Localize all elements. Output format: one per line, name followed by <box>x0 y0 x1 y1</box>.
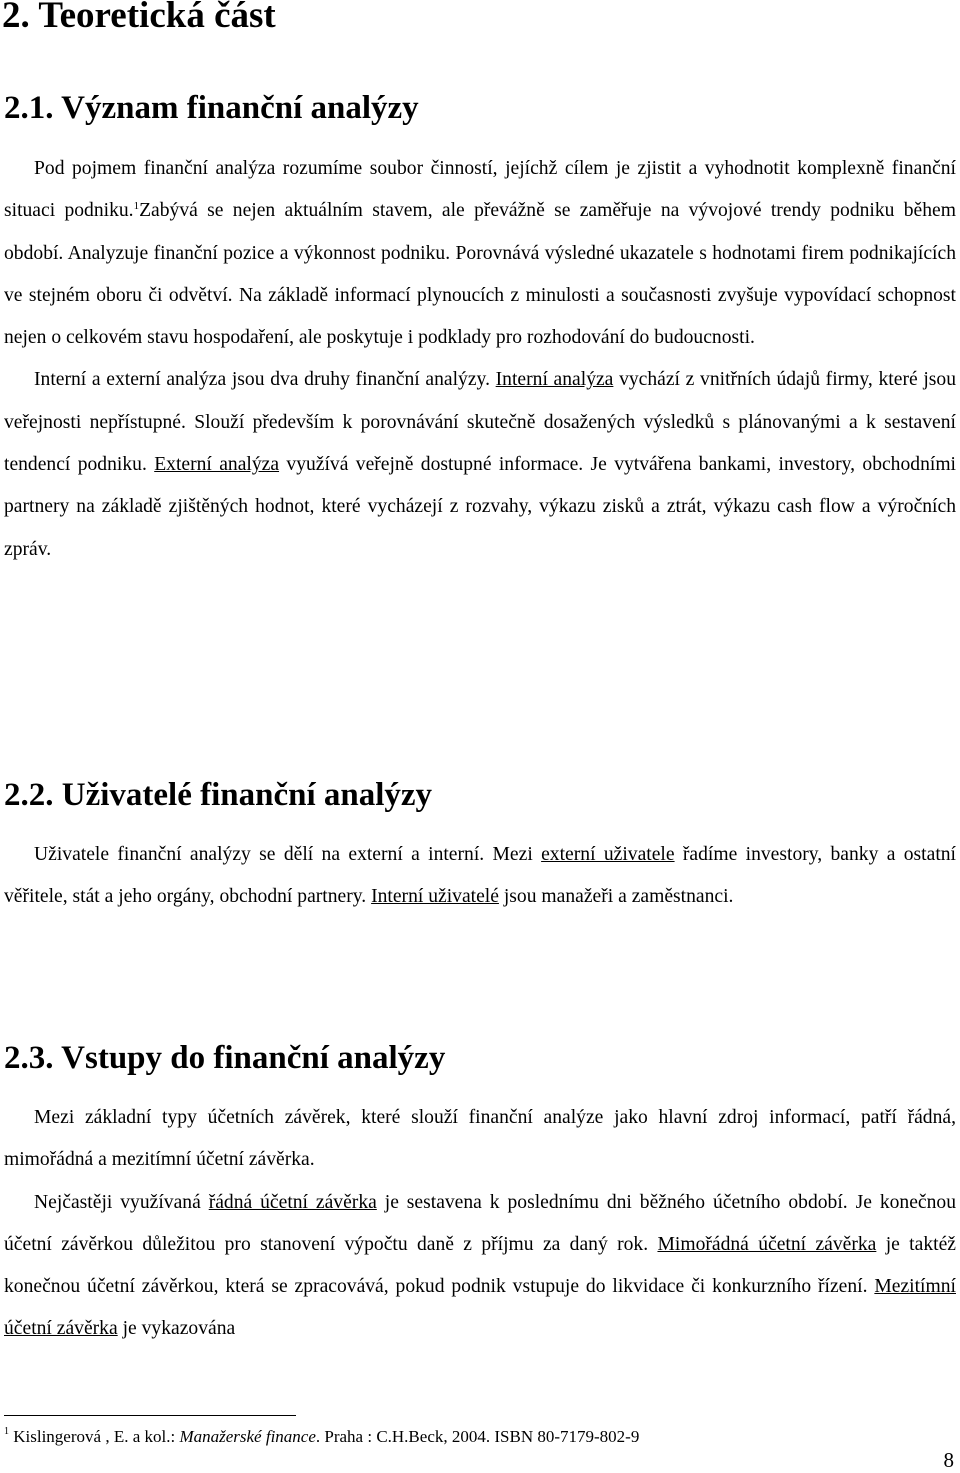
paragraph: Nejčastěji využívaná řádná účetní závěrka je sestavena k poslednímu dni běžného účetního období. Je konečnou účetní závěrkou důležitou pro stanovení výpočtu daně z příjmu za daný rok. Mimořádná účetní závěrka je taktéž konečnou účetní závěrkou, která se zpracovává, pokud podnik vstupuje do likvidace či konkurzního řízení. Mezitímní účetní závěrka je vykazována <box>4 1191 957 1340</box>
section-title-2-2: 2.2. Uživatelé finanční analýzy <box>4 777 433 813</box>
section-2-1-body <box>4 148 956 571</box>
section-2-2-body <box>4 834 956 919</box>
paragraph: Pod pojmem finanční analýza rozumíme soubor činností, jejíchž cílem je zjistit a vyhodnotit komplexně finanční situaci podniku.$^1$Zabývá se nejen aktuálním stavem, ale převážně se zaměřuje na vývojové trendy podniku během období. Analyzuje finanční pozice a výkonnost podniku. Porovnává výsledné ukazatele s hodnotami firem podnikajících ve stejném oboru či odvětví. Na základě informací plynoucích z minulosti a současnosti zvyšuje vypovídací schopnost nejen o celkovém stavu hospodaření, ale poskytuje i podklady pro rozhodování do budoucnosti. <box>4 158 956 349</box>
term-interni-analyza: Interní analýza <box>495 369 614 391</box>
paragraph: Interní a externí analýza jsou dva druhy finanční analýzy. Interní analýza vychází z vnitřních údajů firmy, které jsou veřejnosti nepřístupné. Slouží především k porovnávání skutečně dosažených výsledků s plánovanými a k sestavení tendencí podniku. Externí analýza využívá veřejně dostupné informace. Je vytvářena bankami, investory, obchodními partnery na základě zjištěných hodnot, které vycházejí z rozvahy, výkazu zisků a ztrát, výkazu cash flow a výročních zpráv. <box>4 369 957 560</box>
term-mimoradna-ucetni-zaverka: Mimořádná účetní závěrka <box>657 1233 877 1255</box>
section-2-3-body <box>4 1097 956 1351</box>
footnote-book-title: Manažerské finance <box>179 1427 316 1446</box>
paragraph: Mezi základní typy účetních závěrek, které slouží finanční analýze jako hlavní zdroj informací, patří řádná, mimořádná a mezitímní účetní závěrka. <box>4 1107 956 1171</box>
chapter-title: 2. Teoretická část <box>2 0 276 36</box>
term-externi-analyza: Externí analýza <box>154 454 280 476</box>
paragraph: Uživatele finanční analýzy se dělí na externí a interní. Mezi externí uživatele řadíme investory, banky a ostatní věřitele, stát a jeho orgány, obchodní partnery. Interní uživatelé jsou manažeři a zaměstnanci. <box>4 844 957 908</box>
footnote-divider <box>4 1415 296 1416</box>
section-title-2-3: 2.3. Vstupy do finanční analýzy <box>4 1040 446 1076</box>
footnote: $^1$ Kislingerová , E. a kol.: Manažerské finance. Praha : C.H.Beck, 2004. ISBN 80-7179-802-9 <box>4 1426 640 1446</box>
term-mezitimni-ucetni-zaverka: Mezitímní účetní závěrka <box>4 1276 956 1340</box>
footnote-reference[interactable]: 1 <box>133 200 140 213</box>
term-interni-uzivatele: Interní uživatelé <box>371 886 499 908</box>
page-number: 8 <box>943 1448 954 1472</box>
section-title-2-1: 2.1. Význam finanční analýzy <box>4 90 419 126</box>
footnote-mark: 1 <box>4 1426 9 1437</box>
term-externi-uzivatele: externí uživatele <box>541 844 675 865</box>
term-radna-ucetni-zaverka: řádná účetní závěrka <box>208 1191 377 1213</box>
